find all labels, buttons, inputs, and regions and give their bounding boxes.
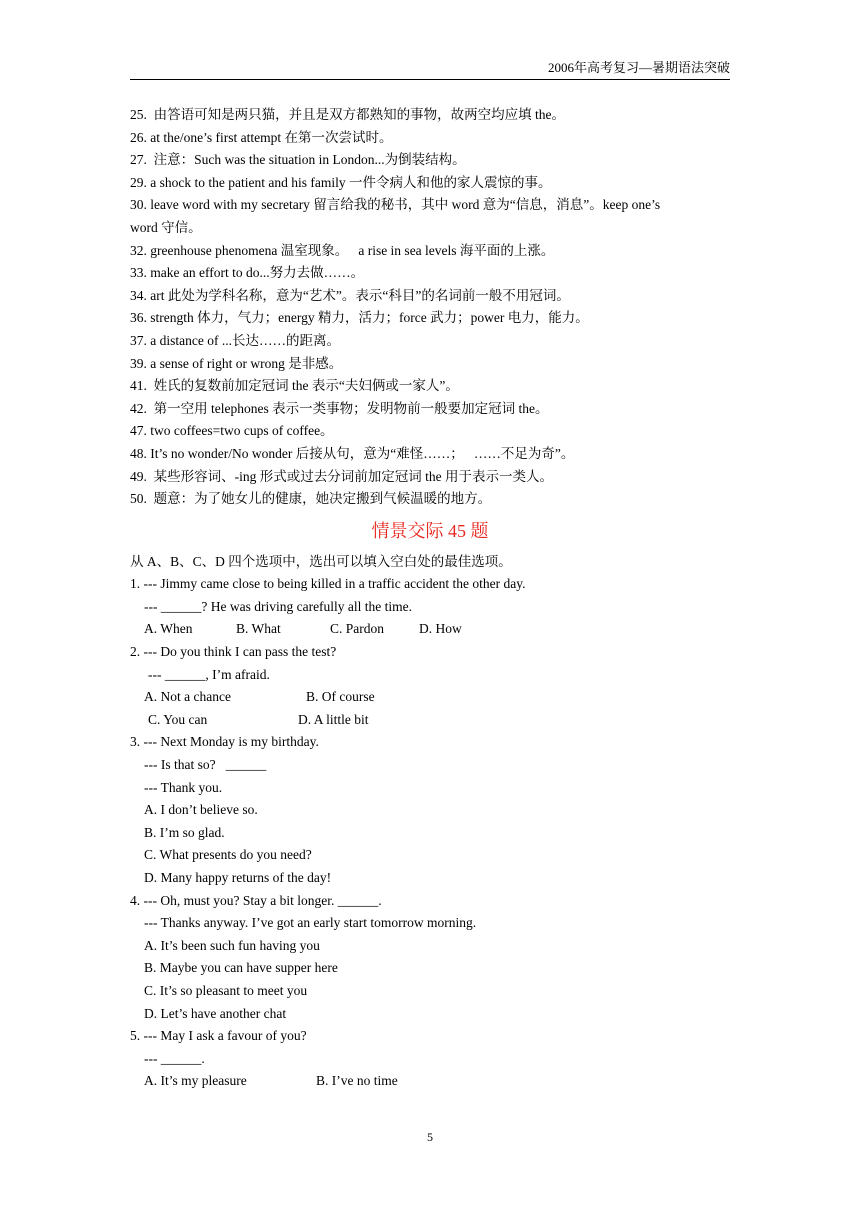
question-4-reply: --- Thanks anyway. I’ve got an early start tomorrow morning. (144, 915, 477, 931)
question-2-reply: --- ______, I’m afraid. (148, 666, 270, 682)
note-27: 27. 注意：Such was the situation in London...为倒装结构。 (130, 152, 466, 168)
question-1-options (130, 618, 730, 641)
question-3-reply-2: --- Thank you. (144, 779, 223, 795)
section-title: 情景交际 45 题 (371, 520, 489, 541)
note-42: 42. 第一空用 telephones 表示一类事物；发明物前一般要加定冠词 the。 (130, 400, 549, 416)
question-3-option-b: B. I’m so glad. (144, 824, 225, 840)
question-1-stem: 1. --- Jimmy came close to being killed in a traffic accident the other day. (130, 576, 526, 592)
question-5-reply: --- ______. (144, 1050, 205, 1066)
question-3-reply-1: --- Is that so? ______ (144, 757, 267, 773)
question-3-option-d: D. Many happy returns of the day! (144, 870, 332, 885)
question-2-option-c: C. You can (148, 711, 208, 727)
page-number: 5 (427, 1130, 433, 1144)
question-4-option-c: C. It’s so pleasant to meet you (144, 982, 308, 998)
question-2-stem: 2. --- Do you think I can pass the test? (130, 644, 337, 660)
note-29: 29. a shock to the patient and his family 一件令病人和他的家人震惊的事。 (130, 174, 552, 190)
note-39: 39. a sense of right or wrong 是非感。 (130, 355, 343, 371)
note-47: 47. two coffees=two cups of coffee。 (130, 423, 334, 439)
note-41: 41. 姓氏的复数前加定冠词 the 表示“夫妇俩或一家人”。 (130, 378, 459, 394)
note-37: 37. a distance of ...长达……的距离。 (130, 332, 340, 348)
question-2-options-cd (130, 709, 730, 732)
question-5-stem: 5. --- May I ask a favour of you? (130, 1028, 307, 1044)
question-1-reply: --- ______? He was driving carefully all the time. (144, 598, 413, 614)
question-3-stem: 3. --- Next Monday is my birthday. (130, 734, 319, 750)
question-3-option-c: C. What presents do you need? (144, 847, 312, 863)
note-33: 33. make an effort to do...努力去做……。 (130, 265, 365, 281)
note-49: 49. 某些形容词、-ing 形式或过去分词前加定冠词 the 用于表示一类人。 (130, 468, 553, 484)
question-1-option-b: B. What (236, 621, 281, 637)
question-4-option-a: A. It’s been such fun having you (144, 937, 320, 953)
question-1-option-c: C. Pardon (330, 621, 384, 637)
question-2-option-d: D. A little bit (298, 711, 369, 727)
question-4-option-b: B. Maybe you can have supper here (144, 960, 338, 976)
note-30: 30. leave word with my secretary 留言给我的秘书，其中 word 意为“信息，消息”。keep one’s (130, 197, 661, 213)
note-50: 50. 题意：为了她女儿的健康，她决定搬到气候温暖的地方。 (130, 491, 492, 507)
section-instruction: 从 A、B、C、D 四个选项中，选出可以填入空白处的最佳选项。 (130, 553, 512, 569)
question-2-option-a: A. Not a chance (144, 689, 231, 705)
question-4-option-d: D. Let’s have another chat (144, 1005, 287, 1021)
question-3-option-a: A. I don’t believe so. (144, 802, 258, 818)
note-34: 34. art 此处为学科名称，意为“艺术”。表示“科目”的名词前一般不用冠词。 (130, 287, 570, 303)
note-36: 36. strength 体力，气力；energy 精力，活力；force 武力；power 电力，能力。 (130, 310, 589, 326)
running-header: 2006年高考复习—暑期语法突破 (547, 60, 730, 75)
question-4-stem: 4. --- Oh, must you? Stay a bit longer. ______. (130, 892, 382, 908)
question-2-options-ab (130, 686, 730, 709)
note-32: 32. greenhouse phenomena 温室现象。 a rise in sea levels 海平面的上涨。 (130, 242, 555, 258)
header-rule (130, 79, 730, 80)
question-2-option-b: B. Of course (306, 689, 375, 705)
question-5-option-a: A. It’s my pleasure (144, 1073, 247, 1089)
question-1-option-a: A. When (144, 621, 193, 637)
note-26: 26. at the/one’s first attempt 在第一次尝试时。 (130, 129, 393, 145)
question-5-options (130, 1070, 730, 1093)
question-1-option-d: D. How (419, 621, 462, 637)
note-48: 48. It’s no wonder/No wonder 后接从句，意为“难怪……； ……不足为奇”。 (130, 445, 575, 461)
page-body (130, 104, 730, 1093)
question-5-option-b: B. I’ve no time (316, 1073, 398, 1089)
note-30-continued: word 守信。 (130, 219, 202, 235)
note-25: 25. 由答语可知是两只猫，并且是双方都熟知的事物，故两空均应填 the。 (130, 107, 565, 122)
